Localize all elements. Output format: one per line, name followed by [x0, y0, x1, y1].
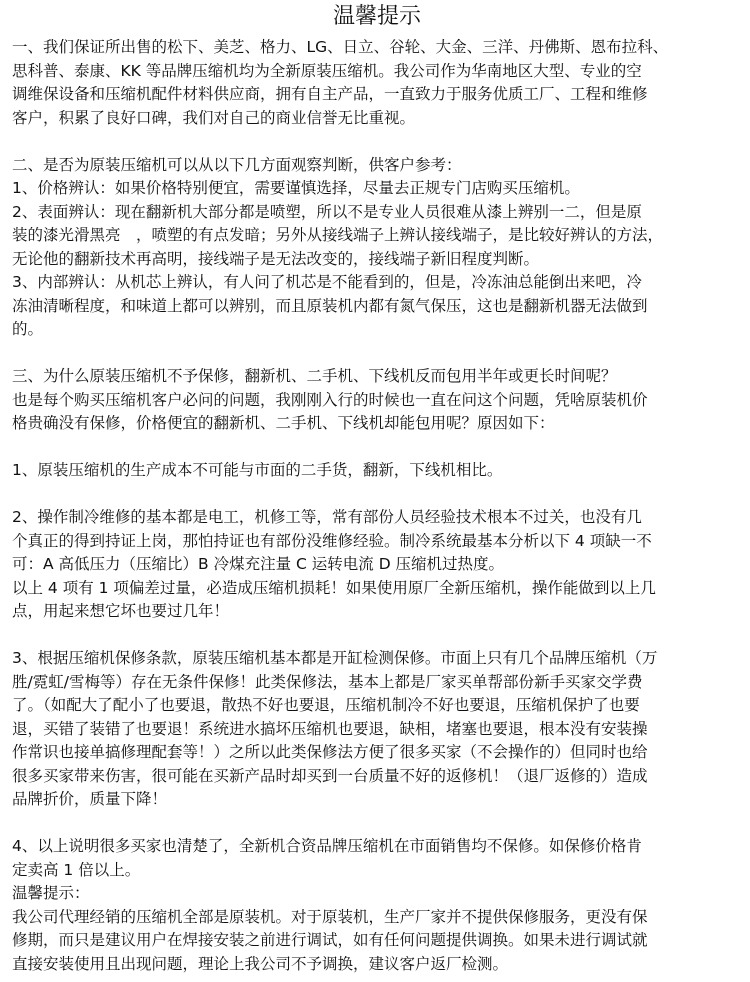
paragraph-line: 以上 4 项有 1 项偏差过量，必造成压缩机损耗！如果使用原厂全新压缩机，操作能做到以上几 — [12, 578, 656, 597]
notice-heading: 温馨提示： — [12, 884, 90, 902]
paragraph-line: 调维保设备和压缩机配件材料供应商，拥有自主产品，一直致力于服务优质工厂、工程和维修 — [12, 85, 648, 103]
paragraph-line: 4、以上说明很多买家也清楚了，全新机合资品牌压缩机在市面销售均不保修。如保修价格肯 — [12, 837, 642, 855]
paragraph-line: 退，买错了装错了也要退！系统进水搞坏压缩机也要退，缺相，堵塞也要退，根本没有安装操 — [12, 719, 648, 738]
paragraph-line: 也是每个购买压缩机客户必问的问题，我刚刚入行的时候也一直在问这个问题，凭啥原装机价 — [12, 390, 648, 409]
blank-line — [12, 483, 742, 507]
paragraph-line: 二、是否为原装压缩机可以从以下几方面观察判断，供客户参考： — [12, 155, 462, 174]
paragraph-line: 我公司代理经销的压缩机全部是原装机。对于原装机，生产厂家并不提供保修服务，更没有保 — [12, 907, 648, 926]
reason-2 — [12, 506, 742, 624]
blank-line — [12, 812, 742, 836]
reason-3 — [12, 647, 742, 812]
paragraph-line: 品牌折价，质量下降！ — [12, 790, 168, 808]
paragraph-line: 冻油清晰程度，和味道上都可以辨别，而且原装机内都有氮气保压，这也是翻新机器无法做到 — [12, 296, 648, 315]
paragraph-line: 2、操作制冷维修的基本都是电工，机修工等，常有部份人员经验技术根本不过关，也没有几 — [12, 508, 642, 526]
paragraph-line: 很多买家带来伤害，很可能在买新产品时却买到一台质量不好的返修机！（退厂返修的）造成 — [12, 766, 648, 785]
section-warranty-question — [12, 365, 742, 436]
paragraph-line: 点，用起来想它坏也要过几年！ — [12, 602, 230, 620]
blank-line — [12, 436, 742, 460]
paragraph-line: 一、我们保证所出售的松下、美芝、格力、LG、日立、谷轮、大金、三洋、丹佛斯、恩布拉科、 — [12, 38, 669, 56]
notice-section — [12, 882, 742, 976]
paragraph-line: 定卖高 1 倍以上。 — [12, 860, 141, 879]
blank-line — [12, 624, 742, 648]
paragraph-line: 作常识也接单搞修理配套等！）之所以此类保修法方便了很多买家（不会操作的）但同时也给 — [12, 743, 648, 761]
section-guarantee — [12, 36, 742, 130]
paragraph-line: 修期，而只是建议用户在焊接安装之前进行调试，如有任何问题提供调换。如果未进行调试就 — [12, 931, 648, 949]
reason-1 — [12, 459, 742, 483]
blank-line — [12, 342, 742, 366]
paragraph-line: 装的漆光滑黑亮 ，喷塑的有点发暗；另外从接线端子上辨认接线端子，是比较好辨认的方法， — [12, 226, 664, 244]
paragraph-line: 的。 — [12, 320, 44, 338]
paragraph-line: 胜/霓虹/雪梅等）存在无条件保修！此类保修法，基本上都是厂家买单帮部份新手买家交学费 — [12, 672, 643, 691]
paragraph-line: 3、根据压缩机保修条款，原装压缩机基本都是开缸检测保修。市面上只有几个品牌压缩机（万 — [12, 649, 658, 667]
paragraph-line: 1、原装压缩机的生产成本不可能与市面的二手货，翻新，下线机相比。 — [12, 461, 503, 479]
section-identification — [12, 154, 742, 342]
paragraph-line: 无论他的翻新技术再高明，接线端子是无法改变的，接线端子新旧程度判断。 — [12, 249, 540, 268]
paragraph-line: 3、内部辨认：从机芯上辨认，有人问了机芯是不能看到的，但是，冷冻油总能倒出来吧，冷 — [12, 273, 642, 291]
paragraph-line: 直接安装使用且出现问题，理论上我公司不予调换，建议客户返厂检测。 — [12, 954, 509, 973]
paragraph-line: 思科普、泰康、KK 等品牌压缩机均为全新原装压缩机。我公司作为华南地区大型、专业的空 — [12, 61, 642, 80]
reason-4 — [12, 835, 742, 882]
paragraph-line: 个真正的得到持证上岗，那怕持证也有部份没维修经验。制冷系统最基本分析以下 4 项缺一不 — [12, 531, 652, 550]
blank-line — [12, 130, 742, 154]
paragraph-line: 三、为什么原装压缩机不予保修，翻新机、二手机、下线机反而包用半年或更长时间呢？ — [12, 367, 617, 385]
paragraph-line: 2、表面辨认：现在翻新机大部分都是喷塑，所以不是专业人员很难从漆上辨别一二，但是原 — [12, 202, 642, 221]
paragraph-line: 1、价格辨认：如果价格特别便宜，需要谨慎选择，尽量去正规专门店购买压缩机。 — [12, 179, 580, 197]
paragraph-line: 客户，积累了良好口碑，我们对自己的商业信誉无比重视。 — [12, 108, 416, 127]
paragraph-line: 格贵确没有保修，价格便宜的翻新机、二手机、下线机却能包用呢？原因如下： — [12, 414, 555, 432]
page-title: 温馨提示 — [332, 4, 421, 29]
paragraph-line: 可：A 高低压力（压缩比）B 冷煤充注量 C 运转电流 D 压缩机过热度。 — [12, 555, 505, 573]
paragraph-line: 了。（如配大了配小了也要退，散热不好也要退，压缩机制冷不好也要退，压缩机保护了也要 — [12, 696, 640, 714]
